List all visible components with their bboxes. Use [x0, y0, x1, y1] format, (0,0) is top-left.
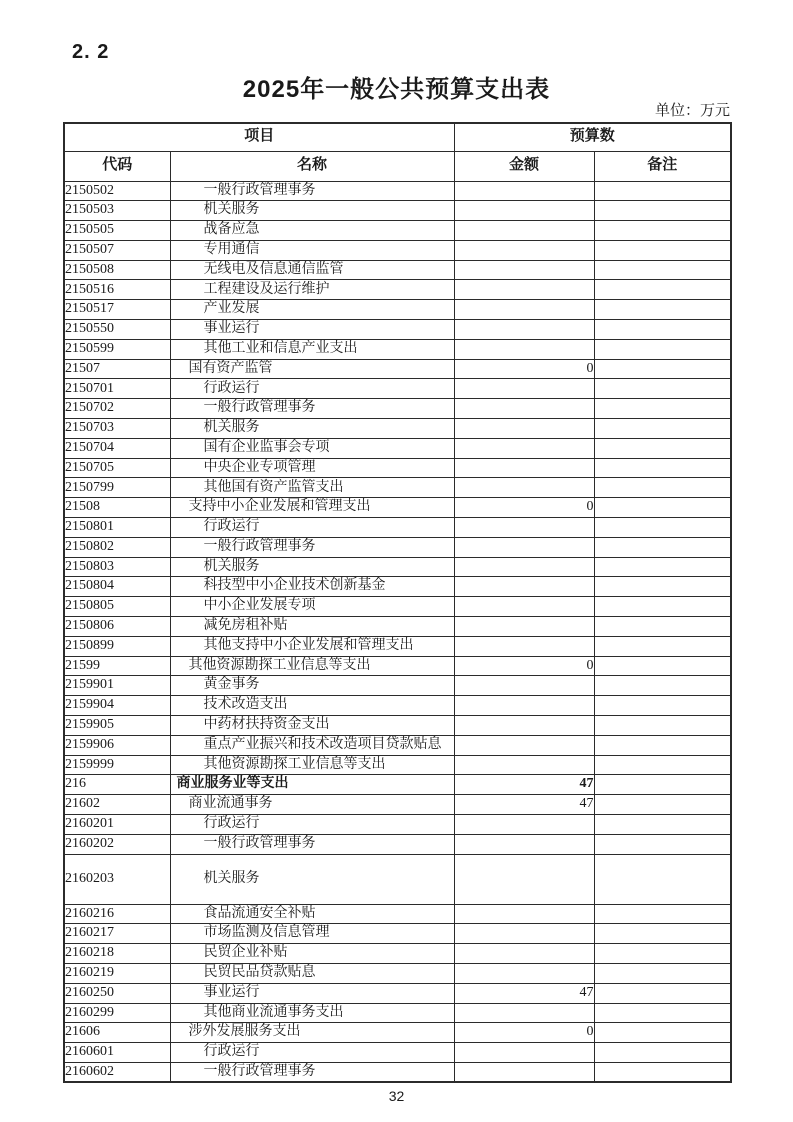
cell-code: 21507 — [64, 359, 170, 379]
cell-amount — [454, 181, 594, 201]
cell-note — [594, 537, 731, 557]
cell-note — [594, 260, 731, 280]
cell-note — [594, 498, 731, 518]
table-row — [64, 834, 731, 854]
table-row — [64, 221, 731, 241]
cell-amount — [454, 1043, 594, 1063]
cell-amount — [454, 379, 594, 399]
table-row — [64, 617, 731, 637]
table-row — [64, 399, 731, 419]
cell-note — [594, 597, 731, 617]
cell-note — [594, 834, 731, 854]
cell-code: 2150899 — [64, 636, 170, 656]
cell-code: 2150802 — [64, 537, 170, 557]
cell-note — [594, 419, 731, 439]
cell-note — [594, 1023, 731, 1043]
cell-code: 2150505 — [64, 221, 170, 241]
table-row — [64, 419, 731, 439]
cell-name: 行政运行 — [170, 815, 454, 835]
cell-name: 机关服务 — [170, 557, 454, 577]
table-row — [64, 339, 731, 359]
cell-amount: 0 — [454, 359, 594, 379]
cell-amount — [454, 735, 594, 755]
cell-name: 行政运行 — [170, 379, 454, 399]
table-row — [64, 1062, 731, 1082]
cell-note — [594, 636, 731, 656]
cell-name: 其他国有资产监管支出 — [170, 478, 454, 498]
cell-note — [594, 963, 731, 983]
cell-note — [594, 815, 731, 835]
cell-note — [594, 716, 731, 736]
table-row — [64, 904, 731, 924]
table-row — [64, 359, 731, 379]
table-row — [64, 597, 731, 617]
cell-code: 2150516 — [64, 280, 170, 300]
cell-name: 商业服务业等支出 — [170, 775, 454, 795]
cell-amount — [454, 518, 594, 538]
cell-code: 2160202 — [64, 834, 170, 854]
cell-name: 中央企业专项管理 — [170, 458, 454, 478]
header-col-note: 备注 — [594, 151, 731, 181]
cell-name: 机关服务 — [170, 201, 454, 221]
cell-amount: 0 — [454, 1023, 594, 1043]
cell-code: 2160201 — [64, 815, 170, 835]
cell-name: 其他工业和信息产业支出 — [170, 339, 454, 359]
cell-note — [594, 478, 731, 498]
cell-amount — [454, 834, 594, 854]
table-row — [64, 755, 731, 775]
cell-name: 工程建设及运行维护 — [170, 280, 454, 300]
cell-amount — [454, 419, 594, 439]
cell-name: 一般行政管理事务 — [170, 181, 454, 201]
header-group-project: 项目 — [64, 123, 454, 151]
cell-name: 无线电及信息通信监管 — [170, 260, 454, 280]
cell-name: 专用通信 — [170, 240, 454, 260]
cell-code: 2150705 — [64, 458, 170, 478]
cell-code: 2150517 — [64, 300, 170, 320]
cell-note — [594, 557, 731, 577]
table-row — [64, 557, 731, 577]
cell-code: 21602 — [64, 795, 170, 815]
table-row — [64, 300, 731, 320]
cell-name: 一般行政管理事务 — [170, 399, 454, 419]
cell-amount: 0 — [454, 656, 594, 676]
cell-code: 2160217 — [64, 924, 170, 944]
cell-amount — [454, 854, 594, 904]
cell-amount — [454, 924, 594, 944]
cell-note — [594, 379, 731, 399]
table-row — [64, 636, 731, 656]
header-columns-row — [64, 151, 731, 181]
cell-note — [594, 924, 731, 944]
header-group-row — [64, 123, 731, 151]
cell-amount — [454, 478, 594, 498]
cell-name: 商业流通事务 — [170, 795, 454, 815]
cell-name: 国有资产监管 — [170, 359, 454, 379]
cell-name: 战备应急 — [170, 221, 454, 241]
cell-note — [594, 1043, 731, 1063]
cell-amount — [454, 458, 594, 478]
table-row — [64, 518, 731, 538]
cell-note — [594, 676, 731, 696]
table-row — [64, 983, 731, 1003]
cell-amount — [454, 577, 594, 597]
cell-note — [594, 399, 731, 419]
section-label: 2. 2 — [72, 41, 110, 63]
table-row — [64, 1003, 731, 1023]
cell-name: 黄金事务 — [170, 676, 454, 696]
cell-code: 2150704 — [64, 438, 170, 458]
cell-note — [594, 617, 731, 637]
cell-name: 重点产业振兴和技术改造项目贷款贴息 — [170, 735, 454, 755]
table-row — [64, 1023, 731, 1043]
cell-amount — [454, 280, 594, 300]
table-row — [64, 260, 731, 280]
cell-amount — [454, 755, 594, 775]
cell-name: 支持中小企业发展和管理支出 — [170, 498, 454, 518]
cell-note — [594, 240, 731, 260]
table-row — [64, 379, 731, 399]
cell-amount — [454, 696, 594, 716]
table-row — [64, 280, 731, 300]
cell-code: 2150701 — [64, 379, 170, 399]
table-row — [64, 716, 731, 736]
cell-name: 机关服务 — [170, 419, 454, 439]
cell-code: 2160299 — [64, 1003, 170, 1023]
table-row — [64, 696, 731, 716]
table-row — [64, 944, 731, 964]
cell-code: 2150703 — [64, 419, 170, 439]
cell-amount — [454, 904, 594, 924]
table-row — [64, 458, 731, 478]
budget-table-body — [64, 181, 731, 1082]
cell-amount — [454, 339, 594, 359]
cell-amount — [454, 399, 594, 419]
cell-note — [594, 755, 731, 775]
cell-name: 其他支持中小企业发展和管理支出 — [170, 636, 454, 656]
cell-code: 2150806 — [64, 617, 170, 637]
cell-amount — [454, 1003, 594, 1023]
cell-note — [594, 438, 731, 458]
cell-note — [594, 904, 731, 924]
table-row — [64, 577, 731, 597]
cell-code: 2150799 — [64, 478, 170, 498]
table-row — [64, 498, 731, 518]
table-row — [64, 438, 731, 458]
table-row — [64, 181, 731, 201]
header-col-code: 代码 — [64, 151, 170, 181]
cell-name: 事业运行 — [170, 983, 454, 1003]
cell-code: 21599 — [64, 656, 170, 676]
cell-amount — [454, 944, 594, 964]
cell-code: 2150702 — [64, 399, 170, 419]
cell-code: 2159906 — [64, 735, 170, 755]
cell-note — [594, 339, 731, 359]
cell-amount — [454, 260, 594, 280]
cell-code: 2150503 — [64, 201, 170, 221]
cell-note — [594, 775, 731, 795]
cell-amount — [454, 300, 594, 320]
cell-amount: 47 — [454, 775, 594, 795]
cell-note — [594, 854, 731, 904]
cell-amount: 47 — [454, 983, 594, 1003]
cell-name: 食品流通安全补贴 — [170, 904, 454, 924]
cell-name: 国有企业监事会专项 — [170, 438, 454, 458]
cell-code: 2160203 — [64, 854, 170, 904]
cell-note — [594, 320, 731, 340]
table-row — [64, 320, 731, 340]
cell-note — [594, 735, 731, 755]
cell-code: 2160250 — [64, 983, 170, 1003]
table-row — [64, 735, 731, 755]
cell-note — [594, 280, 731, 300]
cell-name: 其他资源勘探工业信息等支出 — [170, 656, 454, 676]
cell-note — [594, 577, 731, 597]
cell-code: 2160601 — [64, 1043, 170, 1063]
cell-note — [594, 983, 731, 1003]
cell-code: 2150508 — [64, 260, 170, 280]
cell-name: 涉外发展服务支出 — [170, 1023, 454, 1043]
table-row — [64, 924, 731, 944]
cell-code: 216 — [64, 775, 170, 795]
cell-note — [594, 201, 731, 221]
cell-code: 2150502 — [64, 181, 170, 201]
cell-note — [594, 795, 731, 815]
cell-note — [594, 1062, 731, 1082]
cell-amount — [454, 438, 594, 458]
cell-amount — [454, 320, 594, 340]
cell-code: 2150599 — [64, 339, 170, 359]
cell-note — [594, 359, 731, 379]
cell-amount — [454, 557, 594, 577]
cell-name: 减免房租补贴 — [170, 617, 454, 637]
cell-name: 一般行政管理事务 — [170, 1062, 454, 1082]
header-col-amount: 金额 — [454, 151, 594, 181]
cell-name: 一般行政管理事务 — [170, 537, 454, 557]
cell-amount — [454, 221, 594, 241]
table-row — [64, 656, 731, 676]
cell-name: 其他商业流通事务支出 — [170, 1003, 454, 1023]
cell-code: 2150507 — [64, 240, 170, 260]
header-group-budget: 预算数 — [454, 123, 731, 151]
cell-note — [594, 458, 731, 478]
cell-amount — [454, 201, 594, 221]
cell-name: 机关服务 — [170, 854, 454, 904]
cell-amount — [454, 1062, 594, 1082]
cell-note — [594, 696, 731, 716]
cell-code: 2160218 — [64, 944, 170, 964]
table-row — [64, 815, 731, 835]
cell-code: 2150805 — [64, 597, 170, 617]
cell-code: 21606 — [64, 1023, 170, 1043]
table-row — [64, 1043, 731, 1063]
table-row — [64, 775, 731, 795]
cell-name: 中药材扶持资金支出 — [170, 716, 454, 736]
cell-amount — [454, 617, 594, 637]
cell-note — [594, 221, 731, 241]
cell-name: 行政运行 — [170, 1043, 454, 1063]
cell-note — [594, 944, 731, 964]
cell-name: 民贸民品贷款贴息 — [170, 963, 454, 983]
cell-amount — [454, 815, 594, 835]
cell-amount — [454, 636, 594, 656]
cell-code: 2160216 — [64, 904, 170, 924]
cell-amount — [454, 240, 594, 260]
table-row — [64, 963, 731, 983]
cell-name: 科技型中小企业技术创新基金 — [170, 577, 454, 597]
cell-name: 产业发展 — [170, 300, 454, 320]
cell-note — [594, 300, 731, 320]
cell-note — [594, 518, 731, 538]
cell-amount — [454, 716, 594, 736]
cell-code: 2160219 — [64, 963, 170, 983]
cell-amount — [454, 676, 594, 696]
cell-code: 2150801 — [64, 518, 170, 538]
budget-table-header — [64, 123, 731, 181]
cell-name: 事业运行 — [170, 320, 454, 340]
table-row — [64, 676, 731, 696]
cell-name: 其他资源勘探工业信息等支出 — [170, 755, 454, 775]
cell-name: 行政运行 — [170, 518, 454, 538]
cell-code: 2160602 — [64, 1062, 170, 1082]
cell-code: 2150550 — [64, 320, 170, 340]
cell-code: 2150803 — [64, 557, 170, 577]
cell-note — [594, 1003, 731, 1023]
cell-name: 一般行政管理事务 — [170, 834, 454, 854]
cell-note — [594, 181, 731, 201]
cell-name: 民贸企业补贴 — [170, 944, 454, 964]
cell-code: 2159905 — [64, 716, 170, 736]
page-number: 32 — [388, 1088, 405, 1104]
table-row — [64, 854, 731, 904]
table-row — [64, 240, 731, 260]
table-row — [64, 201, 731, 221]
table-row — [64, 537, 731, 557]
unit-label: 单位：万元 — [654, 103, 730, 119]
cell-name: 技术改造支出 — [170, 696, 454, 716]
page-title: 2025年一般公共预算支出表 — [242, 76, 551, 103]
cell-name: 市场监测及信息管理 — [170, 924, 454, 944]
budget-table — [63, 122, 732, 1083]
cell-amount: 47 — [454, 795, 594, 815]
cell-code: 2159904 — [64, 696, 170, 716]
cell-note — [594, 656, 731, 676]
cell-name: 中小企业发展专项 — [170, 597, 454, 617]
cell-amount — [454, 597, 594, 617]
cell-code: 21508 — [64, 498, 170, 518]
table-row — [64, 478, 731, 498]
cell-code: 2150804 — [64, 577, 170, 597]
cell-amount — [454, 537, 594, 557]
cell-code: 2159999 — [64, 755, 170, 775]
table-row — [64, 795, 731, 815]
header-col-name: 名称 — [170, 151, 454, 181]
cell-amount — [454, 963, 594, 983]
cell-amount: 0 — [454, 498, 594, 518]
cell-code: 2159901 — [64, 676, 170, 696]
